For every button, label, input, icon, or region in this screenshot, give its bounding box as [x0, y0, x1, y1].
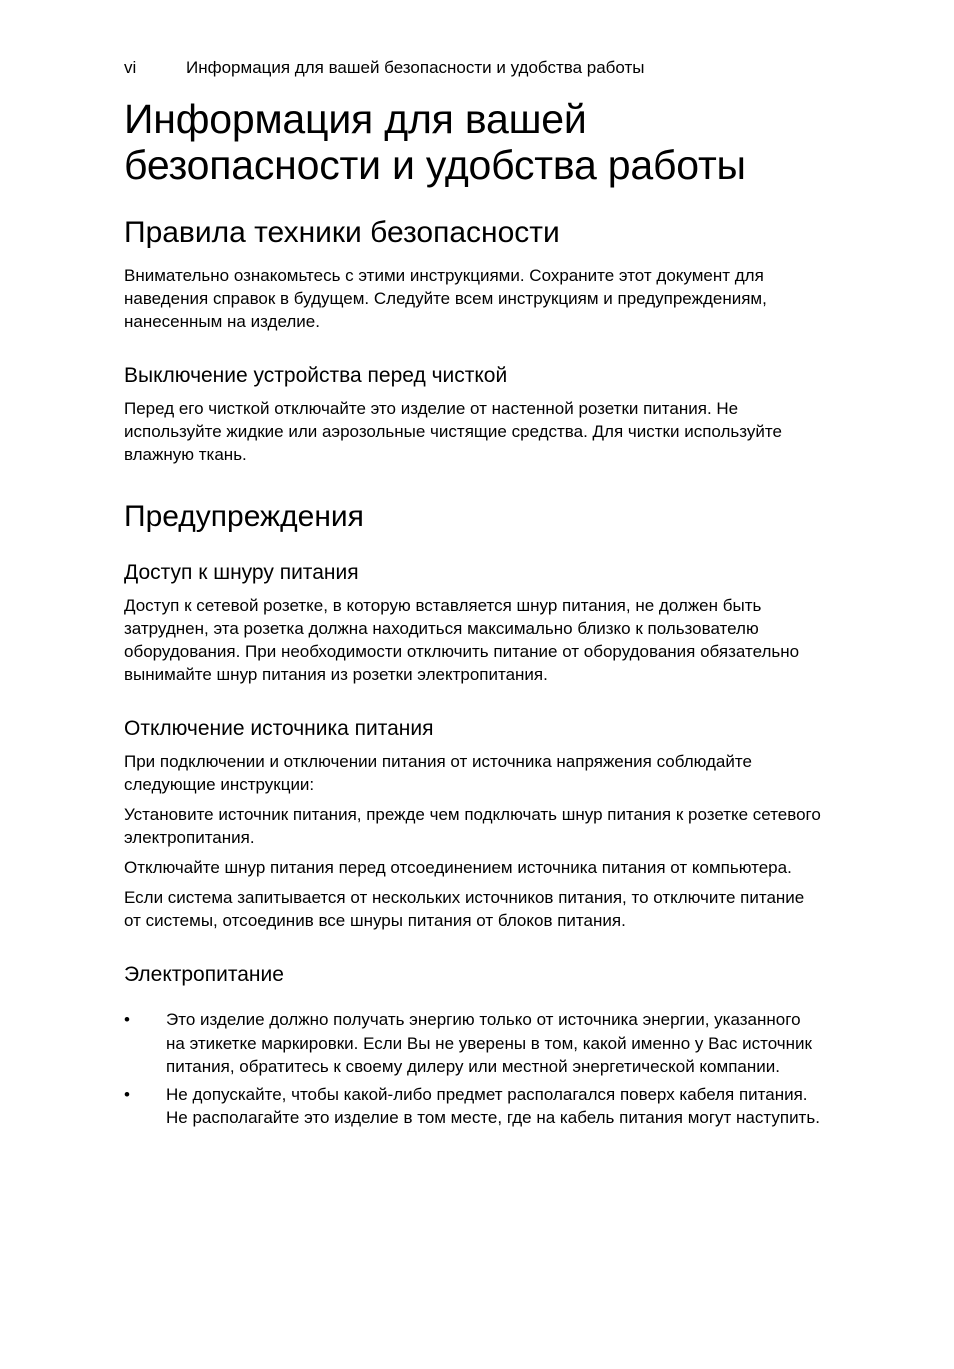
subsection-heading-power: Электропитание: [124, 963, 284, 986]
disconnect-paragraph-2: Установите источник питания, прежде чем подключать шнур питания к розетке сетевого электропитания.: [124, 805, 821, 847]
disconnect-paragraph-4: Если система запитывается от нескольких источников питания, то отключите питание от системы, отсоединив все шнуры питания от блоков питания.: [124, 888, 805, 930]
subsection-heading-cleaning: Выключение устройства перед чисткой: [124, 364, 508, 387]
section-heading-safety: Правила техники безопасности: [124, 216, 560, 249]
power-bullet-list: [124, 1008, 824, 1130]
list-item-text: Не допускайте, чтобы какой-либо предмет располагался поверх кабеля питания. Не располагайте это изделие в том месте, где на кабель питания могут наступить.: [166, 1084, 820, 1127]
page-title: Информация для вашей безопасности и удобства работы: [124, 96, 746, 188]
list-item: [124, 1083, 824, 1130]
cord-access-paragraph: Доступ к сетевой розетке, в которую вставляется шнур питания, не должен быть затруднен, эта розетка должна находиться максимально близко к пользователю оборудования. При необходимости отключить питание от оборудования обязательно вынимайте шнур питания из розетки электропитания.: [124, 596, 800, 684]
subsection-heading-disconnect: Отключение источника питания: [124, 717, 434, 740]
running-title: Информация для вашей безопасности и удобства работы: [186, 58, 645, 77]
list-item: [124, 1008, 824, 1079]
disconnect-paragraph-3: Отключайте шнур питания перед отсоединением источника питания от компьютера.: [124, 858, 792, 877]
bullet-icon: •: [124, 1010, 130, 1029]
bullet-icon: •: [124, 1084, 130, 1104]
safety-intro-paragraph: Внимательно ознакомьтесь с этими инструкциями. Сохраните этот документ для наведения справок в будущем. Следуйте всем инструкциям и предупреждениям, нанесенным на изделие.: [124, 266, 767, 331]
page-number: vi: [124, 58, 137, 77]
running-header: [124, 58, 645, 78]
document-body: [124, 96, 824, 1134]
list-item-text: Это изделие должно получать энергию только от источника энергии, указанного на этикетке маркировки. Если Вы не уверены в том, какой именно у Вас источник питания, обратитесь к своему дилеру или местной энергетической компании.: [166, 1010, 812, 1076]
subsection-heading-cord-access: Доступ к шнуру питания: [124, 561, 359, 584]
section-heading-warnings: Предупреждения: [124, 500, 364, 533]
cleaning-paragraph: Перед его чисткой отключайте это изделие от настенной розетки питания. Не используйте жидкие или аэрозольные чистящие средства. Для чистки используйте влажную ткань.: [124, 399, 782, 464]
disconnect-paragraph-1: При подключении и отключении питания от источника напряжения соблюдайте следующие инструкции:: [124, 752, 752, 794]
